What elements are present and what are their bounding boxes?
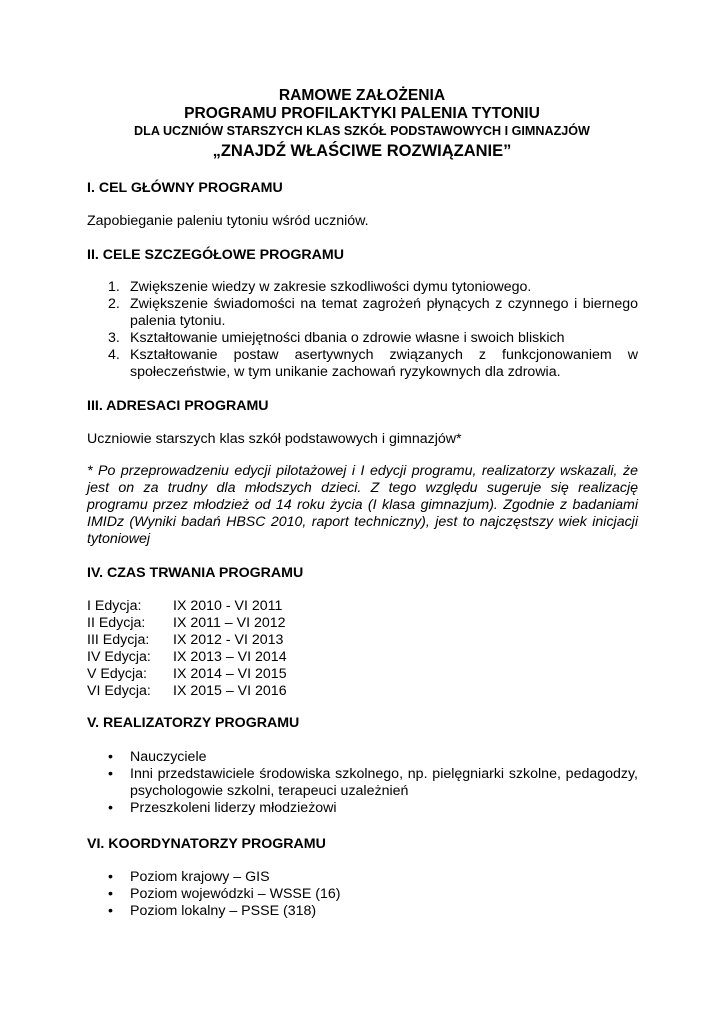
bullet-icon: • [108,800,113,816]
list-item-text: Inni przedstawiciele środowiska szkolnego, np. pielęgniarki szkolne, pedagodzy, psychologowie szkolni, terapeuci uzależnień [130,766,638,799]
goal-item [87,296,638,330]
goal-item [87,330,638,347]
goal-text: Kształtowanie postaw asertywnych związanych z funkcjonowaniem w społeczeństwie, w tym unikanie zachowań ryzykownych dla zdrowia. [130,347,638,380]
edition-period: IX 2012 - VI 2013 [173,632,284,648]
list-item [87,869,638,886]
section-1-heading: I. CEL GŁÓWNY PROGRAMU [87,180,283,196]
goals-list [87,279,638,381]
list-item [87,886,638,903]
coordinators-list-container [87,869,638,920]
implementers-list [87,749,638,817]
goal-item [87,347,638,381]
section-3-text: Uczniowie starszych klas szkół podstawowych i gimnazjów* [87,431,462,447]
section-2-heading: II. CELE SZCZEGÓŁOWE PROGRAMU [87,247,344,263]
goal-item [87,279,638,296]
section-4-heading: IV. CZAS TRWANIA PROGRAMU [87,565,304,581]
goal-text: Zwiększenie świadomości na temat zagrożeń płynących z czynnego i biernego palenia tytoniu. [130,296,638,329]
list-item-text: Poziom lokalny – PSSE (318) [130,903,317,919]
edition-row [87,666,638,683]
goal-text: Kształtowanie umiejętności dbania o zdrowie własne i swoich bliskich [130,330,565,346]
edition-label: I Edycja: [87,598,142,614]
editions-list [87,598,638,700]
edition-row [87,683,638,700]
list-item-text: Poziom krajowy – GIS [130,869,270,885]
list-item-text: Nauczyciele [130,749,207,765]
edition-row [87,598,638,615]
goal-number: 2. [108,296,120,312]
title-line-3: DLA UCZNIÓW STARSZYCH KLAS SZKÓŁ PODSTAWOWYCH I GIMNAZJÓW [134,124,590,138]
edition-period: IX 2010 - VI 2011 [173,598,283,614]
edition-row [87,632,638,649]
section-3-heading: III. ADRESACI PROGRAMU [87,398,269,414]
goal-number: 4. [108,347,120,363]
title-line-4: „ZNAJDŹ WŁAŚCIWE ROZWIĄZANIE” [212,142,512,160]
edition-period: IX 2015 – VI 2016 [173,683,287,699]
bullet-icon: • [108,766,113,782]
section-5-heading: V. REALIZATORZY PROGRAMU [87,715,300,731]
list-item [87,800,638,817]
edition-row [87,649,638,666]
edition-row [87,615,638,632]
implementers-list-container [87,749,638,817]
title-line-2: PROGRAMU PROFILAKTYKI PALENIA TYTONIU [184,105,540,122]
bullet-icon: • [108,749,113,765]
goal-number: 3. [108,330,120,346]
list-item-text: Przeszkoleni liderzy młodzieżowi [130,800,337,816]
bullet-icon: • [108,869,113,885]
edition-label: IV Edycja: [87,649,151,665]
list-item [87,766,638,800]
edition-label: V Edycja: [87,666,147,682]
list-item-text: Poziom wojewódzki – WSSE (16) [130,886,341,902]
edition-period: IX 2011 – VI 2012 [173,615,286,631]
edition-label: III Edycja: [87,632,150,648]
section-6-heading: VI. KOORDYNATORZY PROGRAMU [87,836,326,852]
edition-label: II Edycja: [87,615,146,631]
goals-list-container [87,279,638,381]
footnote: * Po przeprowadzeniu edycji pilotażowej i I edycji programu, realizatorzy wskazali, że jest on za trudny dla młodszych dzieci. Z tego względu sugeruje się realizację programu przez młodzież od 14 roku życia (I klasa gimnazjum). Zgodnie z badaniami IMIDz (Wyniki badań HBSC 2010, raport techniczny), jest to najczęstszy wiek inicjacji tytoniowej [87,463,638,547]
section-1-text: Zapobieganie paleniu tytoniu wśród uczniów. [87,213,369,229]
list-item [87,749,638,766]
goal-text: Zwiększenie wiedzy w zakresie szkodliwości dymu tytoniowego. [130,279,532,295]
list-item [87,903,638,920]
title-line-1: RAMOWE ZAŁOŻENIA [278,87,446,104]
edition-period: IX 2014 – VI 2015 [173,666,287,682]
edition-label: VI Edycja: [87,683,151,699]
goal-number: 1. [108,279,120,295]
bullet-icon: • [108,886,113,902]
bullet-icon: • [108,903,113,919]
edition-period: IX 2013 – VI 2014 [173,649,287,665]
coordinators-list [87,869,638,920]
